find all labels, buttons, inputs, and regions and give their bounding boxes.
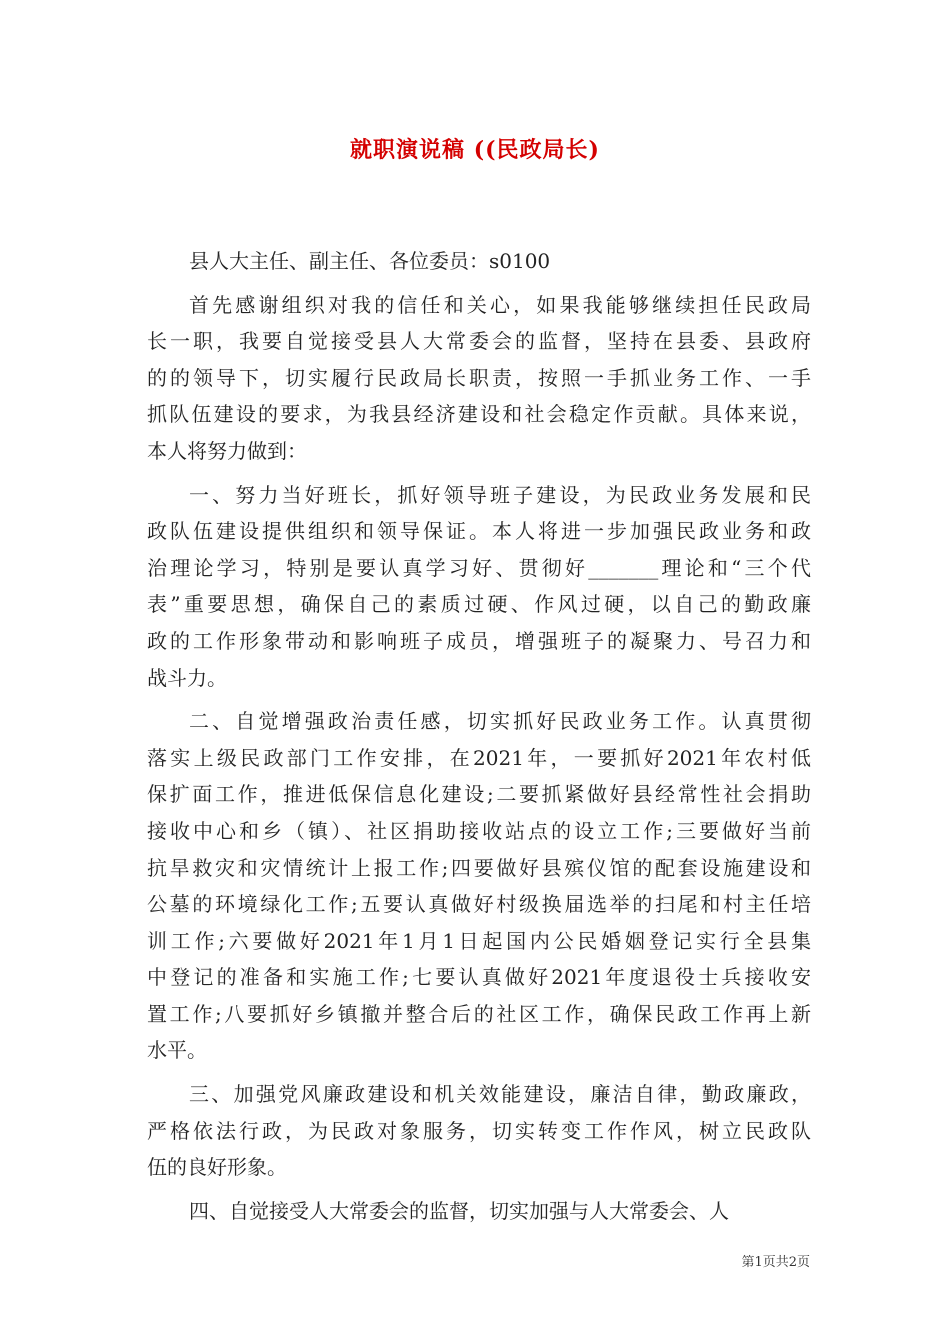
document-body <box>147 243 811 1229</box>
paragraph <box>147 1076 811 1186</box>
text-line: 首先感谢组织对我的信任和关心，如果我能够继续担任民政局 <box>189 292 811 317</box>
text-line: 政的工作形象带动和影响班子成员，增强班子的凝聚力、号召力和 <box>147 628 811 653</box>
page-title: 就职演说稿 ((民政局长) <box>350 137 600 163</box>
text-line: 公墓的环境绿化工作;五要认真做好村级换届选举的扫尾和村主任培 <box>147 892 811 917</box>
text-line: 政队伍建设提供组织和领导保证。本人将进一步加强民政业务和政 <box>147 519 811 544</box>
paragraph <box>147 703 811 1069</box>
text-line: 二、自觉增强政治责任感，切实抓好民政业务工作。认真贯彻 <box>189 709 811 734</box>
paragraph-gap <box>147 1069 811 1076</box>
text-line: 水平。 <box>147 1038 207 1063</box>
paragraph <box>147 1193 811 1230</box>
text-line: 落实上级民政部门工作安排，在2021年，一要抓好2021年农村低 <box>147 745 811 770</box>
text-line: 三、加强党风廉政建设和机关效能建设，廉洁自律，勤政廉政， <box>189 1082 811 1107</box>
text-line: 治理论学习，特别是要认真学习好、贯彻好_______理论和“三个代 <box>147 555 811 580</box>
paragraph <box>147 243 811 280</box>
text-line: 中登记的准备和实施工作;七要认真做好2021年度退役士兵接收安 <box>147 965 811 990</box>
paragraph <box>147 287 811 470</box>
text-line: 抗旱救灾和灾情统计上报工作;四要做好县殡仪馆的配套设施建设和 <box>147 855 811 880</box>
text-line: 置工作;八要抓好乡镇撤并整合后的社区工作，确保民政工作再上新 <box>147 1001 811 1026</box>
paragraph <box>147 477 811 697</box>
page-number: 第1页共2页 <box>741 1255 810 1270</box>
text-line: 四、自觉接受人大常委会的监督，切实加强与人大常委会、人 <box>189 1198 729 1223</box>
paragraph-gap <box>147 280 811 287</box>
text-line: 的的领导下，切实履行民政局长职责，按照一手抓业务工作、一手 <box>147 365 811 390</box>
text-line: 严格依法行政，为民政对象服务，切实转变工作作风，树立民政队 <box>147 1118 811 1143</box>
paragraph-gap <box>147 696 811 703</box>
text-line: 保扩面工作，推进低保信息化建设;二要抓紧做好县经常性社会捐助 <box>147 782 811 807</box>
text-line: 县人大主任、副主任、各位委员：s0100 <box>189 249 551 273</box>
text-line: 伍的良好形象。 <box>147 1155 287 1180</box>
text-line: 本人将努力做到： <box>147 438 307 463</box>
text-line: 训工作;六要做好2021年1月1日起国内公民婚姻登记实行全县集 <box>147 928 811 953</box>
text-line: 长一职，我要自觉接受县人大常委会的监督，坚持在县委、县政府 <box>147 329 811 354</box>
paragraph-gap <box>147 470 811 477</box>
text-line: 一、努力当好班长，抓好领导班子建设，为民政业务发展和民 <box>189 482 811 507</box>
text-line: 战斗力。 <box>147 665 227 690</box>
text-line: 接收中心和乡（镇）、社区捐助接收站点的设立工作;三要做好当前 <box>147 818 811 843</box>
text-line: 表”重要思想，确保自己的素质过硬、作风过硬，以自己的勤政廉 <box>147 592 811 617</box>
paragraph-gap <box>147 1186 811 1193</box>
text-line: 抓队伍建设的要求，为我县经济建设和社会稳定作贡献。具体来说， <box>147 402 811 427</box>
